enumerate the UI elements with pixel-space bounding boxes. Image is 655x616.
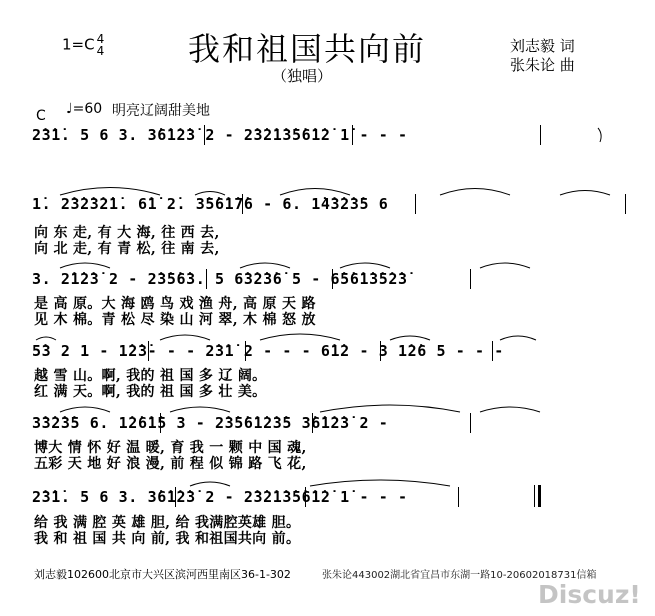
score-line-3: 3. 2̇1̇2̇3̇ 2 - 2̇3̇5̇6̇3. 5 6̇3̇2̇3̇6̇ 5 - 6̇5̇6̇1̇3̇5̇2̇3̇	[32, 270, 408, 288]
song-subtitle: （独唱）	[272, 67, 333, 85]
start-chord: C	[36, 108, 46, 124]
slur	[60, 407, 110, 412]
lyricist-credit: 刘志毅 词	[510, 37, 575, 55]
slur	[480, 263, 530, 268]
tempo-value: =60	[72, 101, 103, 117]
slur	[560, 191, 610, 196]
lyricist-address: 刘志毅102600北京市大兴区滨河西里南区36-1-302	[34, 568, 291, 581]
score-line-1: 2̇3̇1̇. 5 6 3. 3̇6̇1̇2̇3̇ 2 - 2̇3̇2̇1̇3̇5̇6̇1̇2̇ 1̇ - - -	[32, 126, 408, 144]
lyric-line-3-verse-1: 是 高 原。大 海 鸥 鸟 戏 渔 舟, 高 原 天 路	[34, 296, 316, 312]
slur	[60, 263, 110, 268]
slur	[60, 188, 160, 196]
expression-marking: 明亮辽阔甜美地	[112, 103, 210, 119]
lyric-line-4-verse-2: 红 满 天。啊, 我的 祖 国 多 壮 美。	[34, 384, 267, 400]
composer-credit: 张朱论 曲	[510, 56, 575, 74]
slur	[260, 334, 340, 340]
slur	[170, 407, 230, 412]
quarter-note-icon: ♩	[66, 101, 73, 117]
slur	[500, 336, 536, 340]
composer-address: 张朱论443002湖北省宜昌市东湖一路10-20602018731信箱	[322, 570, 597, 581]
slur	[240, 263, 290, 268]
slur	[440, 189, 510, 196]
slur	[195, 192, 225, 196]
lyric-line-2-verse-1: 向 东 走, 有 大 海, 往 西 去,	[34, 225, 220, 241]
slur	[390, 336, 430, 340]
lyric-line-2-verse-2: 向 北 走, 有 青 松, 往 南 去,	[34, 241, 220, 257]
meter-bottom: 4	[96, 44, 105, 58]
score-line-5: 3̇3̇2̇3̇5 6. 1̇2̇6̇1̇5 3 - 2̇3̇5̇6̇1̇2̇3̇5 3̇6̇1̇2̇3̇ 2 -	[32, 414, 389, 432]
score-line-2: 1̇. 2̇3̇2̇3̇2̇1̇. 6̇1̇ 2̇. 3̇5̇6̇1̇7̇6 - 6. 1̇4̇3̇2̇3̇5 6	[32, 195, 389, 213]
score-line-4: 5̇3 2 1 - 1̇2̇3̇- - - 2̇3̇1̇ 2 - - - 6̇1̇2 - 3 1̇2̇6 5 - - -	[32, 342, 504, 360]
slur	[160, 335, 210, 340]
lyric-line-5-verse-2: 五彩 天 地 好 浪 漫, 前 程 似 锦 路 飞 花,	[34, 456, 307, 472]
slur	[480, 407, 540, 412]
lyric-line-5-verse-1: 博大 情 怀 好 温 暖, 育 我 一 颗 中 国 魂,	[34, 440, 307, 456]
lyric-line-6-verse-1: 给 我 满 腔 英 雄 胆, 给 我满腔英雄 胆。	[34, 515, 301, 531]
lyric-line-6-verse-2: 我 和 祖 国 共 向 前, 我 和祖国共向 前。	[34, 531, 301, 547]
slur	[280, 189, 350, 196]
slur	[320, 405, 460, 412]
slur	[310, 480, 450, 486]
discuz-watermark: Discuz!	[538, 580, 641, 609]
key-label: 1=C	[62, 35, 95, 54]
slur	[598, 128, 601, 142]
song-title: 我和祖国共向前	[188, 30, 427, 68]
slur	[190, 482, 230, 486]
slur	[340, 263, 390, 268]
meter-top: 4	[96, 32, 105, 46]
lyric-line-4-verse-1: 越 雪 山。啊, 我的 祖 国 多 辽 阔。	[34, 368, 267, 384]
score-line-6: 2̇3̇1̇. 5 6 3. 3̇6̇1̇2̇3̇ 2 - 2̇3̇2̇1̇3̇5̇6̇1̇2̇ 1̇ - - -	[32, 488, 408, 506]
slur	[36, 337, 56, 340]
lyric-line-3-verse-2: 见 木 棉。青 松 尽 染 山 河 翠, 木 棉 怒 放	[34, 312, 316, 328]
